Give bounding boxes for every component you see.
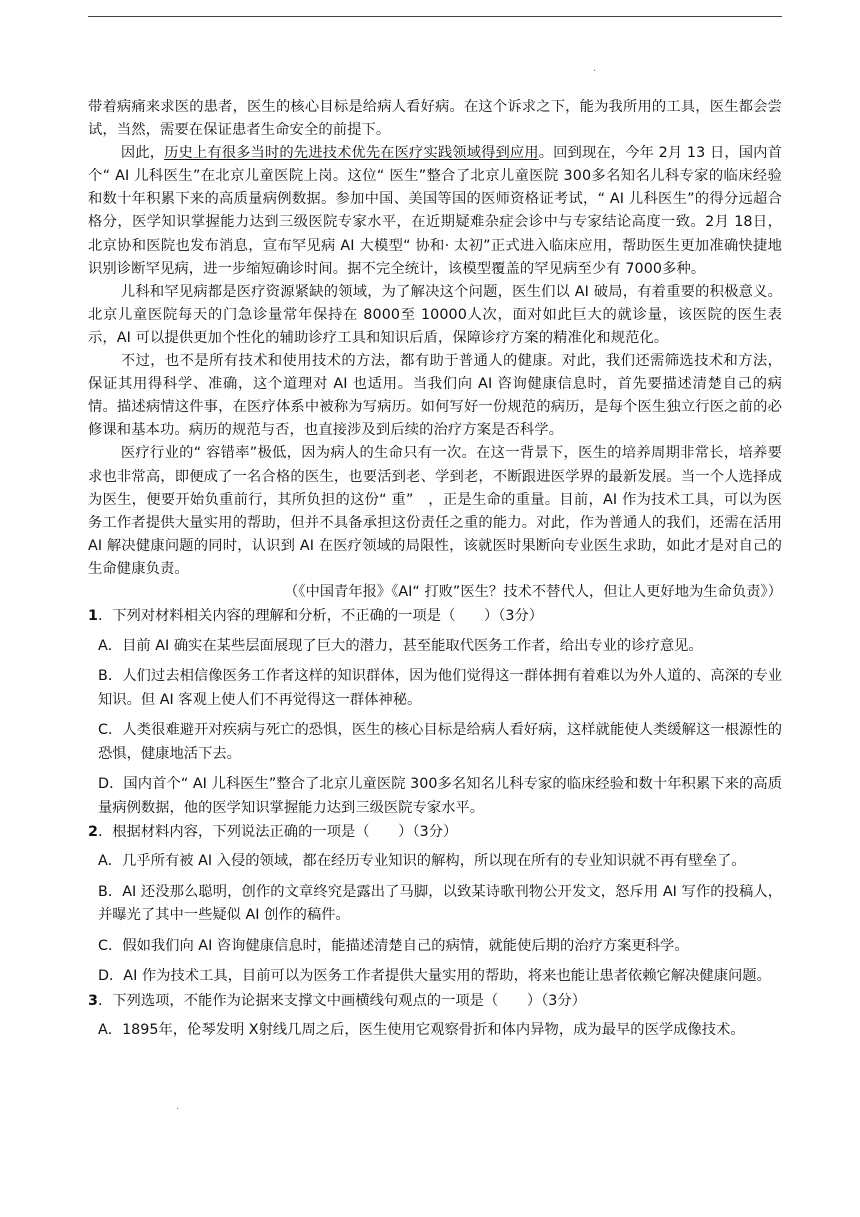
question-stem xyxy=(88,821,782,844)
document-body xyxy=(88,96,782,1042)
option-d: D．AI 作为技术工具，目前可以为医务工作者提供大量实用的帮助，将来也能让患者依赖它解决健康问题。 xyxy=(98,968,771,985)
question-text: ．根据材料内容，下列说法正确的一项是（ ）（3分） xyxy=(97,824,458,841)
scan-speck: · xyxy=(593,66,597,77)
question-number: 1 xyxy=(88,607,98,624)
paragraph-continuation: 带着病痛来求医的患者，医生的核心目标是给病人看好病。在这个诉求之下，能为我所用的工具，医生都会尝试，当然，需要在保证患者生命安全的前提下。 xyxy=(88,99,782,139)
option-a: A．几乎所有被 AI 入侵的领域，都在经历专业知识的解构，所以现在所有的专业知识就不再有壁垒了。 xyxy=(98,853,746,870)
question-number: 3 xyxy=(88,992,98,1009)
question-stem xyxy=(88,605,782,628)
question-text: ．下列选项，不能作为论据来支撑文中画横线句观点的一项是（ ）（3分） xyxy=(97,992,586,1009)
question-number: 2 xyxy=(88,824,98,841)
question-stem xyxy=(88,990,782,1013)
scan-speck: · xyxy=(176,1104,180,1115)
option-b: B．人们过去相信像医务工作者这样的知识群体，因为他们觉得这一群体拥有着难以为外人道的、高深的专业知识。但 AI 客观上使人们不再觉得这一群体神秘。 xyxy=(98,668,782,708)
option-d: D．国内首个“ AI 儿科医生”整合了北京儿童医院 300多名知名儿科专家的临床经验和数十年积累下来的高质量病例数据，他的医学知识掌握能力达到三级医院专家水平。 xyxy=(98,776,782,816)
option-a: A．目前 AI 确实在某些层面展现了巨大的潜力，甚至能取代医务工作者，给出专业的诊疗意见。 xyxy=(98,637,703,654)
option-c: C．人类很难避开对疾病与死亡的恐惧，医生的核心目标是给病人看好病，这样就能使人类缓解这一根源性的恐惧，健康地活下去。 xyxy=(98,722,782,762)
article-source: （《中国青年报》《AI“ 打败”医生？技术不替代人，但让人更好地为生命负责》） xyxy=(284,583,782,600)
question-text: ．下列对材料相关内容的理解和分析，不正确的一项是（ ）（3分） xyxy=(97,607,544,624)
paragraph-responsibility: 医疗行业的“ 容错率”极低，因为病人的生命只有一次。在这一背景下，医生的培养周期非常长，培养要求也非常高，即便成了一名合格的医生，也要活到老、学到老，不断跟进医学界的最新发展。当一个人选择成为医生，便要开始负重前行，其所负担的这份“ 重” ，正是生命的重量。目前，AI 作为技术工具，可以为医务工作者提供大量实用的帮助，但并不具备承担这份责任之重的能力。对此，作为普通人的我们，还需在活用 AI 解决健康问题的同时，认识到 AI 在医疗领域的局限性，该就医时果断向专业医生求助，如此才是对自己的生命健康负责。 xyxy=(88,445,782,577)
option-b: B．AI 还没那么聪明，创作的文章终究是露出了马脚，以致某诗歌刊物公开发文，怒斥用 AI 写作的投稿人，并曝光了其中一些疑似 AI 创作的稿件。 xyxy=(98,883,782,924)
paragraph-history xyxy=(88,142,782,281)
underlined-thesis-sentence: 历史上有很多当时的先进技术优先在医疗实践领域得到应用 xyxy=(164,145,539,162)
paragraph-method: 不过，也不是所有技术和使用技术的方法，都有助于普通人的健康。对此，我们还需筛选技术和方法，保证其用得科学、准确，这个道理对 AI 也适用。当我们向 AI 咨询健康信息时，首先要描述清楚自己的病情。描述病情这件事，在医疗体系中被称为写病历。如何写好一份规范的病历，是每个医生独立行医之前的必修课和基本功。病历的规范与否，也直接涉及到后续的治疗方案是否科学。 xyxy=(88,353,782,439)
paragraph-lead: 因此， xyxy=(120,145,165,162)
option-a: A．1895年，伦琴发明 X射线几周之后，医生使用它观察骨折和体内异物，成为最早的医学成像技术。 xyxy=(98,1021,745,1038)
header-rule xyxy=(88,16,782,17)
paragraph-rest: 。回到现在，今年 2月 13 日，国内首个“ AI 儿科医生”在北京儿童医院上岗。这位“ 医生”整合了北京儿童医院 300多名知名儿科专家的临床经验和数十年积累下来的高质量病例数据。参加中国、美国等国的医师资格证考试，“ AI 儿科医生”的得分远超合格分，医学知识掌握能力达到三级医院专家水平，在近期疑难杂症会诊中与专家结论高度一致。2月 18日，北京协和医院也发布消息，宣布罕见病 AI 大模型“ 协和· 太初”正式进入临床应用，帮助医生更加准确快捷地识别诊断罕见病，进一步缩短确诊时间。据不完全统计，该模型覆盖的罕见病至少有 7000多种。 xyxy=(88,145,782,277)
paragraph-pediatrics: 儿科和罕见病都是医疗资源紧缺的领域，为了解决这个问题，医生们以 AI 破局，有着重要的积极意义。北京儿童医院每天的门急诊量常年保持在 8000至 10000人次，面对如此巨大的就诊量，该医院的医生表示，AI 可以提供更加个性化的辅助诊疗工具和知识后盾，保障诊疗方案的精准化和规范化。 xyxy=(88,283,782,346)
option-c: C．假如我们向 AI 咨询健康信息时，能描述清楚自己的病情，就能使后期的治疗方案更科学。 xyxy=(98,937,689,954)
